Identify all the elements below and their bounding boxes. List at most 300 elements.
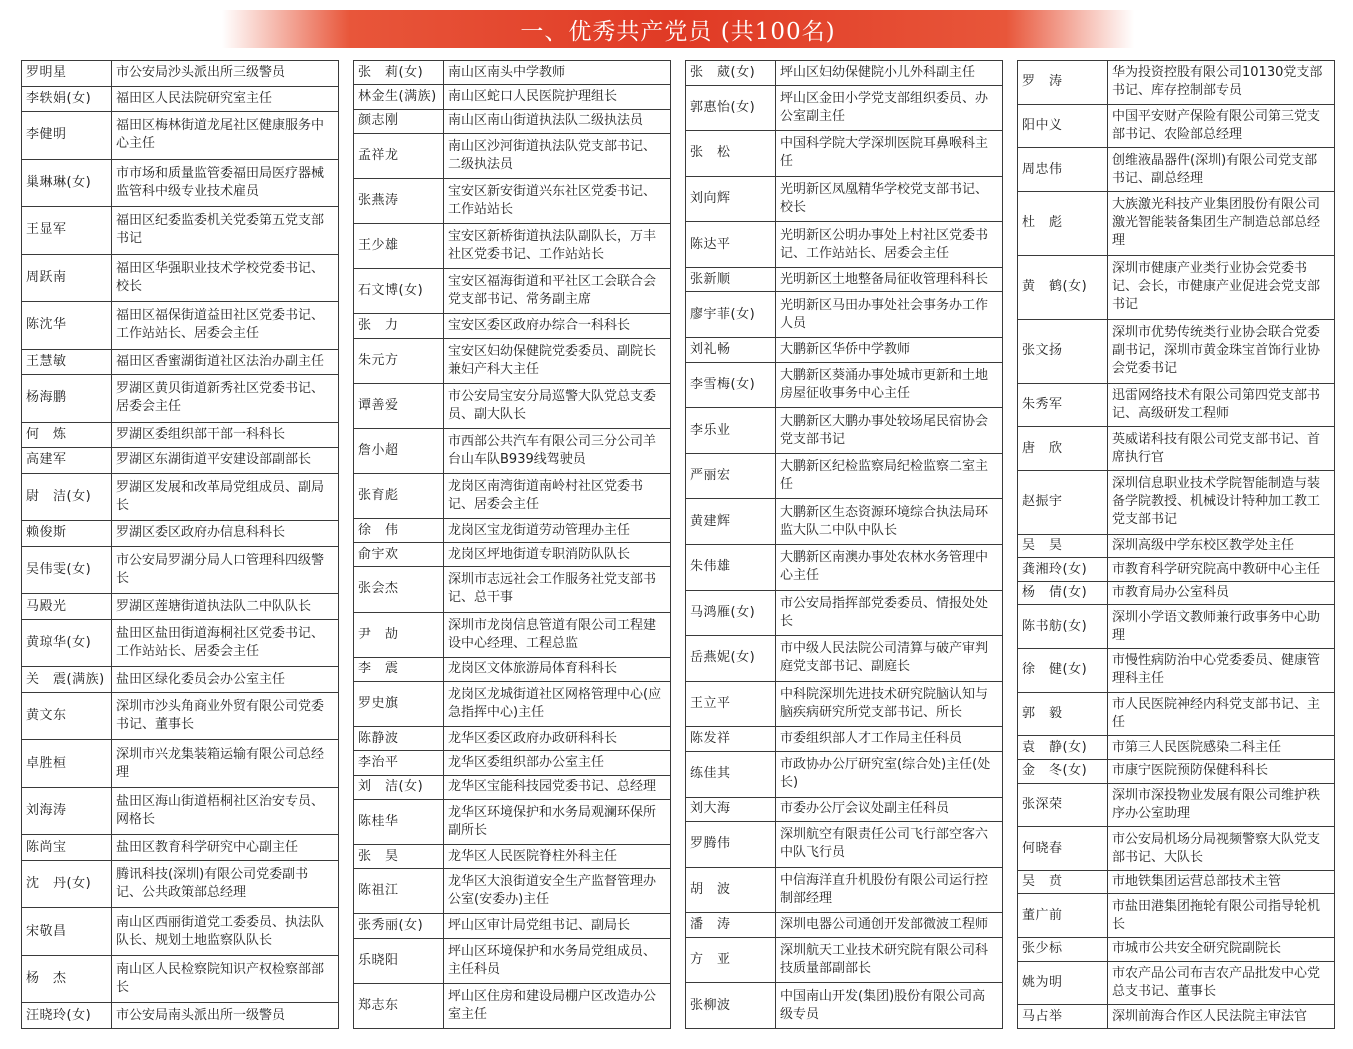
table-row [22,692,339,739]
honoree-table-column-4 [1017,60,1335,1029]
honoree-position: 深圳市健康产业类行业协会党委书记、会长，市健康产业促进会党支部书记 [1108,255,1335,319]
table-row [686,937,1003,983]
table-row [22,86,339,112]
honoree-position: 福田区华强职业技术学校党委书记、校长 [112,254,339,301]
honoree-name: 胡 波 [686,867,776,913]
table-row [22,61,339,87]
honoree-name: 潘 涛 [686,913,776,938]
table-row [1018,427,1335,471]
honoree-name: 刘海涛 [22,787,112,834]
honoree-position: 创维液晶器件(深圳)有限公司党支部书记、副总经理 [1108,148,1335,192]
honoree-position: 南山区南头中学教师 [444,61,671,85]
honoree-position: 深圳高级中学东校区教学处主任 [1108,534,1335,558]
table-row [354,914,671,938]
honoree-position: 深圳电器公司通创开发部微波工程师 [776,913,1003,938]
table-row [1018,783,1335,827]
honoree-position: 福田区纪委监委机关党委第五党支部书记 [112,207,339,254]
honoree-name: 张燕涛 [354,178,444,223]
honoree-name: 罗腾伟 [686,822,776,868]
honoree-position: 光明新区公明办事处上村社区党委书记、工作站站长、居委会主任 [776,222,1003,268]
honoree-position: 市政协办公厅研究室(综合处)主任(处长) [776,751,1003,797]
honoree-position: 南山区人民检察院知识产权检察部部长 [112,955,339,1002]
honoree-name: 刘大海 [686,797,776,822]
table-row [22,787,339,834]
table-row [22,1003,339,1029]
table-row [1018,581,1335,605]
honoree-position: 龙岗区宝龙街道劳动管理办主任 [444,518,671,542]
honoree-position: 坪山区住房和建设局棚户区改造办公室主任 [444,983,671,1028]
honoree-position: 宝安区福海街道和平社区工会联合会党支部书记、常务副主席 [444,269,671,314]
honoree-name: 练佳其 [686,751,776,797]
honoree-position: 罗湖区委组织部干部一科科长 [112,422,339,448]
honoree-position: 大鹏新区葵涌办事处城市更新和土地房屋征收事务中心主任 [776,362,1003,408]
honoree-position: 龙华区委区政府办政研科科长 [444,727,671,751]
table-row [22,473,339,520]
honoree-name: 宋敬昌 [22,908,112,955]
honoree-name: 郑志东 [354,983,444,1028]
honoree-name: 张 葳(女) [686,61,776,86]
table-row [22,375,339,422]
table-row [1018,558,1335,582]
honoree-name: 严丽宏 [686,453,776,499]
table-row [686,267,1003,292]
table-row [354,938,671,983]
honoree-name: 王慧敏 [22,349,112,375]
honoree-name: 李乐业 [686,408,776,454]
honoree-position: 大鹏新区纪检监察局纪检监察二室主任 [776,453,1003,499]
honoree-position: 龙岗区龙城街道社区网格管理中心(应急指挥中心)主任 [444,681,671,726]
honoree-name: 袁 静(女) [1018,736,1108,760]
honoree-name: 李治平 [354,751,444,775]
honoree-position: 盐田区教育科学研究中心副主任 [112,835,339,861]
table-row [1018,383,1335,427]
honoree-name: 郭惠怡(女) [686,85,776,131]
honoree-name: 张柳波 [686,983,776,1029]
table-row [22,740,339,787]
table-row [22,908,339,955]
table-row [22,254,339,301]
table-row [354,269,671,314]
table-row [354,869,671,914]
honoree-position: 罗湖区东湖街道平安建设部副部长 [112,448,339,474]
honoree-position: 罗湖区发展和改革局党组成员、副局长 [112,473,339,520]
table-row [22,349,339,375]
table-row [354,85,671,109]
table-row [354,473,671,518]
honoree-name: 张秀丽(女) [354,914,444,938]
honoree-position: 龙华区环境保护和水务局观澜环保所副所长 [444,799,671,844]
honoree-name: 张新顺 [686,267,776,292]
section-title: 一、优秀共产党员 (共100名) [520,18,836,45]
table-row [22,422,339,448]
honoree-position: 大鹏新区华侨中学教师 [776,338,1003,363]
honoree-name: 王显军 [22,207,112,254]
table-row [354,518,671,542]
honoree-name: 尹 劼 [354,612,444,657]
table-row [354,681,671,726]
honoree-name: 黄琼华(女) [22,619,112,666]
table-row [1018,760,1335,784]
table-row [22,546,339,593]
honoree-name: 汪晓玲(女) [22,1003,112,1029]
table-row [686,590,1003,636]
honoree-table-column-1 [21,60,339,1029]
honoree-position: 市委组织部人才工作局主任科员 [776,727,1003,752]
table-row [354,983,671,1028]
table-row [1018,605,1335,649]
table-row [354,612,671,657]
table-row [1018,148,1335,192]
honoree-name: 李轶娟(女) [22,86,112,112]
honoree-name: 赵振宇 [1018,471,1108,535]
honoree-position: 市城市公共安全研究院副院长 [1108,938,1335,962]
table-row [686,176,1003,222]
table-row [686,222,1003,268]
honoree-position: 中信海洋直升机股份有限公司运行控制部经理 [776,867,1003,913]
honoree-position: 南山区西丽街道党工委委员、执法队队长、规划土地监察队队长 [112,908,339,955]
table-row [686,499,1003,545]
honoree-position: 腾讯科技(深圳)有限公司党委副书记、公共政策部总经理 [112,860,339,907]
honoree-name: 赖俊斯 [22,521,112,547]
honoree-position: 中国平安财产保险有限公司第三党支部书记、农险部总经理 [1108,104,1335,148]
honoree-name: 朱元方 [354,338,444,383]
honoree-name: 徐 伟 [354,518,444,542]
table-row [354,657,671,681]
honoree-position: 深圳前海合作区人民法院主审法官 [1108,1005,1335,1029]
table-row [686,727,1003,752]
table-row [686,751,1003,797]
table-row [686,544,1003,590]
section-banner [222,10,1134,48]
honoree-name: 高建军 [22,448,112,474]
honoree-name: 张 莉(女) [354,61,444,85]
honoree-name: 黄文东 [22,692,112,739]
honoree-name: 张 松 [686,131,776,177]
honoree-name: 杨 杰 [22,955,112,1002]
honoree-name: 陈书舫(女) [1018,605,1108,649]
honoree-position: 南山区蛇口人民医院护理组长 [444,85,671,109]
honoree-name: 唐 欣 [1018,427,1108,471]
honoree-name: 郭 毅 [1018,692,1108,736]
honoree-position: 华为投资控股有限公司10130党支部书记、库存控制部专员 [1108,61,1335,105]
honoree-position: 市教育科学研究院高中教研中心主任 [1108,558,1335,582]
honoree-position: 深圳市深投物业发展有限公司维护秩序办公室助理 [1108,783,1335,827]
honoree-name: 罗史旗 [354,681,444,726]
table-row [354,314,671,338]
honoree-name: 董广前 [1018,894,1108,938]
honoree-name: 陈发祥 [686,727,776,752]
table-row [1018,736,1335,760]
table-row [22,521,339,547]
table-row [686,822,1003,868]
honoree-name: 杜 彪 [1018,192,1108,256]
table-row [686,85,1003,131]
honoree-position: 福田区福保街道益田社区党委书记、工作站站长、居委会主任 [112,302,339,349]
table-row [354,383,671,428]
honoree-position: 中国科学院大学深圳医院耳鼻喉科主任 [776,131,1003,177]
honoree-name: 陈静波 [354,727,444,751]
table-row [22,619,339,666]
honoree-position: 市地铁集团运营总部技术主管 [1108,870,1335,894]
table-row [354,428,671,473]
honoree-name: 马殿光 [22,594,112,620]
table-row [22,302,339,349]
honoree-position: 宝安区委区政府办综合一科科长 [444,314,671,338]
honoree-position: 市农产品公司布吉农产品批发中心党总支书记、董事长 [1108,961,1335,1005]
honoree-position: 市西部公共汽车有限公司三分公司羊台山车队B939线驾驶员 [444,428,671,473]
table-row [22,860,339,907]
honoree-name: 关 震(满族) [22,667,112,693]
honoree-name: 黄建辉 [686,499,776,545]
honoree-name: 刘向辉 [686,176,776,222]
honoree-position: 坪山区妇幼保健院小儿外科副主任 [776,61,1003,86]
honoree-name: 陈达平 [686,222,776,268]
honoree-name: 张 昊 [354,844,444,868]
honoree-position: 大鹏新区大鹏办事处较场尾民宿协会党支部书记 [776,408,1003,454]
honoree-name: 尉 洁(女) [22,473,112,520]
honoree-position: 深圳市兴龙集装箱运输有限公司总经理 [112,740,339,787]
honoree-name: 张少标 [1018,938,1108,962]
honoree-name: 林金生(满族) [354,85,444,109]
table-row [686,636,1003,682]
honoree-name: 李 震 [354,657,444,681]
honoree-name: 周忠伟 [1018,148,1108,192]
honoree-name: 王少雄 [354,224,444,269]
honoree-position: 大鹏新区生态资源环境综合执法局环监大队二中队中队长 [776,499,1003,545]
table-row [354,799,671,844]
honoree-position: 光明新区马田办事处社会事务办工作人员 [776,292,1003,338]
table-row [354,751,671,775]
honoree-position: 市慢性病防治中心党委委员、健康管理科主任 [1108,649,1335,693]
honoree-position: 盐田区盐田街道海桐社区党委书记、工作站站长、居委会主任 [112,619,339,666]
honoree-position: 宝安区新桥街道执法队副队长，万丰社区党委书记、工作站站长 [444,224,671,269]
honoree-name: 龚湘玲(女) [1018,558,1108,582]
table-row [686,983,1003,1029]
honoree-name: 陈尚宝 [22,835,112,861]
honoree-position: 罗湖区莲塘街道执法队二中队队长 [112,594,339,620]
honoree-position: 市教育局办公室科员 [1108,581,1335,605]
honoree-name: 岳燕妮(女) [686,636,776,682]
honoree-position: 光明新区土地整备局征收管理科科长 [776,267,1003,292]
honoree-position: 迅雷网络技术有限公司第四党支部书记、高级研发工程师 [1108,383,1335,427]
honoree-name: 马鸿雁(女) [686,590,776,636]
honoree-position: 市康宁医院预防保健科科长 [1108,760,1335,784]
honoree-position: 大族激光科技产业集团股份有限公司激光智能装备集团生产制造总部总经理 [1108,192,1335,256]
honoree-position: 市中级人民法院公司清算与破产审判庭党支部书记、副庭长 [776,636,1003,682]
honoree-position: 深圳市龙岗信息管道有限公司工程建设中心经理、工程总监 [444,612,671,657]
honoree-position: 市公安局南头派出所一级警员 [112,1003,339,1029]
honoree-position: 深圳小学语文教师兼行政事务中心助理 [1108,605,1335,649]
honoree-name: 罗明星 [22,61,112,87]
table-row [22,835,339,861]
table-row [686,338,1003,363]
honoree-position: 深圳信息职业技术学院智能制造与装备学院教授、机械设计特种加工教工党支部书记 [1108,471,1335,535]
table-row [1018,870,1335,894]
table-row [686,292,1003,338]
table-row [1018,938,1335,962]
honoree-name: 石文博(女) [354,269,444,314]
honoree-name: 徐 健(女) [1018,649,1108,693]
honoree-position: 深圳航天工业技术研究院有限公司科技质量部副部长 [776,937,1003,983]
honoree-name: 卓胜桓 [22,740,112,787]
honoree-name: 何晓春 [1018,827,1108,871]
table-row [354,133,671,178]
honoree-name: 杨 倩(女) [1018,581,1108,605]
table-row [686,408,1003,454]
honoree-position: 盐田区海山街道梧桐社区治安专员、网格长 [112,787,339,834]
table-row [354,338,671,383]
table-row [22,159,339,206]
table-row [1018,319,1335,383]
table-row [354,109,671,133]
honoree-position: 龙岗区南湾街道南岭村社区党委书记、居委会主任 [444,473,671,518]
honoree-position: 龙华区宝能科技园党委书记、总经理 [444,775,671,799]
honoree-name: 何 炼 [22,422,112,448]
honoree-name: 周跃南 [22,254,112,301]
honoree-name: 俞宇欢 [354,543,444,567]
honoree-position: 深圳航空有限责任公司飞行部空客六中队飞行员 [776,822,1003,868]
honoree-name: 孟祥龙 [354,133,444,178]
honoree-position: 南山区南山街道执法队二级执法员 [444,109,671,133]
honoree-name: 姚为明 [1018,961,1108,1005]
honoree-position: 市盐田港集团拖轮有限公司指导轮机长 [1108,894,1335,938]
table-row [686,131,1003,177]
honoree-position: 坪山区金田小学党支部组织委员、办公室副主任 [776,85,1003,131]
table-row [354,178,671,223]
honoree-table-column-3 [685,60,1003,1029]
honoree-name: 方 亚 [686,937,776,983]
table-row [1018,255,1335,319]
honoree-position: 龙岗区坪地街道专职消防队队长 [444,543,671,567]
honoree-table-column-2 [353,60,671,1029]
table-row [22,448,339,474]
table-row [686,362,1003,408]
honoree-position: 龙岗区文体旅游局体育科科长 [444,657,671,681]
table-row [22,207,339,254]
honoree-name: 颜志刚 [354,109,444,133]
honoree-position: 大鹏新区南澳办事处农林水务管理中心主任 [776,544,1003,590]
table-row [686,867,1003,913]
honoree-position: 市公安局沙头派出所三级警员 [112,61,339,87]
honoree-name: 吴 昊 [1018,534,1108,558]
honoree-name: 朱秀军 [1018,383,1108,427]
honoree-name: 刘 洁(女) [354,775,444,799]
table-row [1018,827,1335,871]
honoree-name: 沈 丹(女) [22,860,112,907]
table-row [1018,534,1335,558]
honoree-position: 龙华区大浪街道安全生产监督管理办公室(安委办)主任 [444,869,671,914]
honoree-position: 福田区人民法院研究室主任 [112,86,339,112]
honoree-position: 南山区沙河街道执法队党支部书记、二级执法员 [444,133,671,178]
table-row [686,681,1003,727]
honoree-position: 英威诺科技有限公司党支部书记、首席执行官 [1108,427,1335,471]
honoree-position: 市人民医院神经内科党支部书记、主任 [1108,692,1335,736]
honoree-name: 吴伟雯(女) [22,546,112,593]
table-row [686,61,1003,86]
honoree-name: 谭善爱 [354,383,444,428]
honoree-name: 陈桂华 [354,799,444,844]
table-row [1018,61,1335,105]
honoree-name: 张育彪 [354,473,444,518]
honoree-position: 坪山区审计局党组书记、副局长 [444,914,671,938]
honoree-position: 龙华区委组织部办公室主任 [444,751,671,775]
table-row [1018,894,1335,938]
table-row [1018,1005,1335,1029]
honoree-name: 陈祖江 [354,869,444,914]
honoree-name: 张文扬 [1018,319,1108,383]
honoree-name: 詹小超 [354,428,444,473]
honoree-name: 张会杰 [354,567,444,612]
honoree-name: 乐晓阳 [354,938,444,983]
table-row [22,112,339,159]
table-row [354,727,671,751]
table-row [22,667,339,693]
table-row [354,567,671,612]
honoree-name: 张 力 [354,314,444,338]
honoree-name: 王立平 [686,681,776,727]
honoree-position: 宝安区新安街道兴东社区党委书记、工作站站长 [444,178,671,223]
honoree-position: 深圳市志远社会工作服务社党支部书记、总干事 [444,567,671,612]
table-row [354,543,671,567]
honoree-name: 李雪梅(女) [686,362,776,408]
table-row [1018,649,1335,693]
table-row [686,913,1003,938]
table-row [1018,692,1335,736]
honoree-position: 市公安局指挥部党委委员、情报处处长 [776,590,1003,636]
honoree-name: 马占举 [1018,1005,1108,1029]
table-row [354,844,671,868]
table-row [1018,961,1335,1005]
table-row [1018,104,1335,148]
honoree-name: 李健明 [22,112,112,159]
table-row [1018,471,1335,535]
honoree-name: 刘礼畅 [686,338,776,363]
table-row [22,955,339,1002]
honoree-position: 盐田区绿化委员会办公室主任 [112,667,339,693]
honoree-position: 市公安局罗湖分局人口管理科四级警长 [112,546,339,593]
honoree-position: 市委办公厅会议处副主任科员 [776,797,1003,822]
honoree-position: 深圳市优势传统类行业协会联合党委副书记，深圳市黄金珠宝首饰行业协会党委书记 [1108,319,1335,383]
honoree-position: 罗湖区黄贝街道新秀社区党委书记、居委会主任 [112,375,339,422]
honoree-position: 宝安区妇幼保健院党委委员、副院长兼妇产科大主任 [444,338,671,383]
honoree-name: 黄 鹤(女) [1018,255,1108,319]
table-row [1018,192,1335,256]
honoree-position: 市第三人民医院感染二科主任 [1108,736,1335,760]
honoree-position: 中科院深圳先进技术研究院脑认知与脑疾病研究所党支部书记、所长 [776,681,1003,727]
table-row [354,224,671,269]
honoree-name: 阳中义 [1018,104,1108,148]
honoree-position: 市市场和质量监管委福田局医疗器械监管科中级专业技术雇员 [112,159,339,206]
honoree-position: 罗湖区委区政府办信息科科长 [112,521,339,547]
honoree-position: 深圳市沙头角商业外贸有限公司党委书记、董事长 [112,692,339,739]
honoree-name: 杨海鹏 [22,375,112,422]
honoree-position: 坪山区环境保护和水务局党组成员、主任科员 [444,938,671,983]
honoree-name: 朱伟雄 [686,544,776,590]
honoree-name: 廖宇菲(女) [686,292,776,338]
honoree-name: 巢琳琳(女) [22,159,112,206]
honoree-position: 市公安局宝安分局巡警大队党总支委员、副大队长 [444,383,671,428]
table-row [354,61,671,85]
honoree-position: 市公安局机场分局视频警察大队党支部书记、大队长 [1108,827,1335,871]
table-row [686,453,1003,499]
table-row [354,775,671,799]
honoree-name: 陈沈华 [22,302,112,349]
honoree-name: 金 冬(女) [1018,760,1108,784]
table-row [22,594,339,620]
table-row [686,797,1003,822]
honoree-position: 光明新区凤凰精华学校党支部书记、校长 [776,176,1003,222]
honoree-position: 福田区香蜜湖街道社区法治办副主任 [112,349,339,375]
